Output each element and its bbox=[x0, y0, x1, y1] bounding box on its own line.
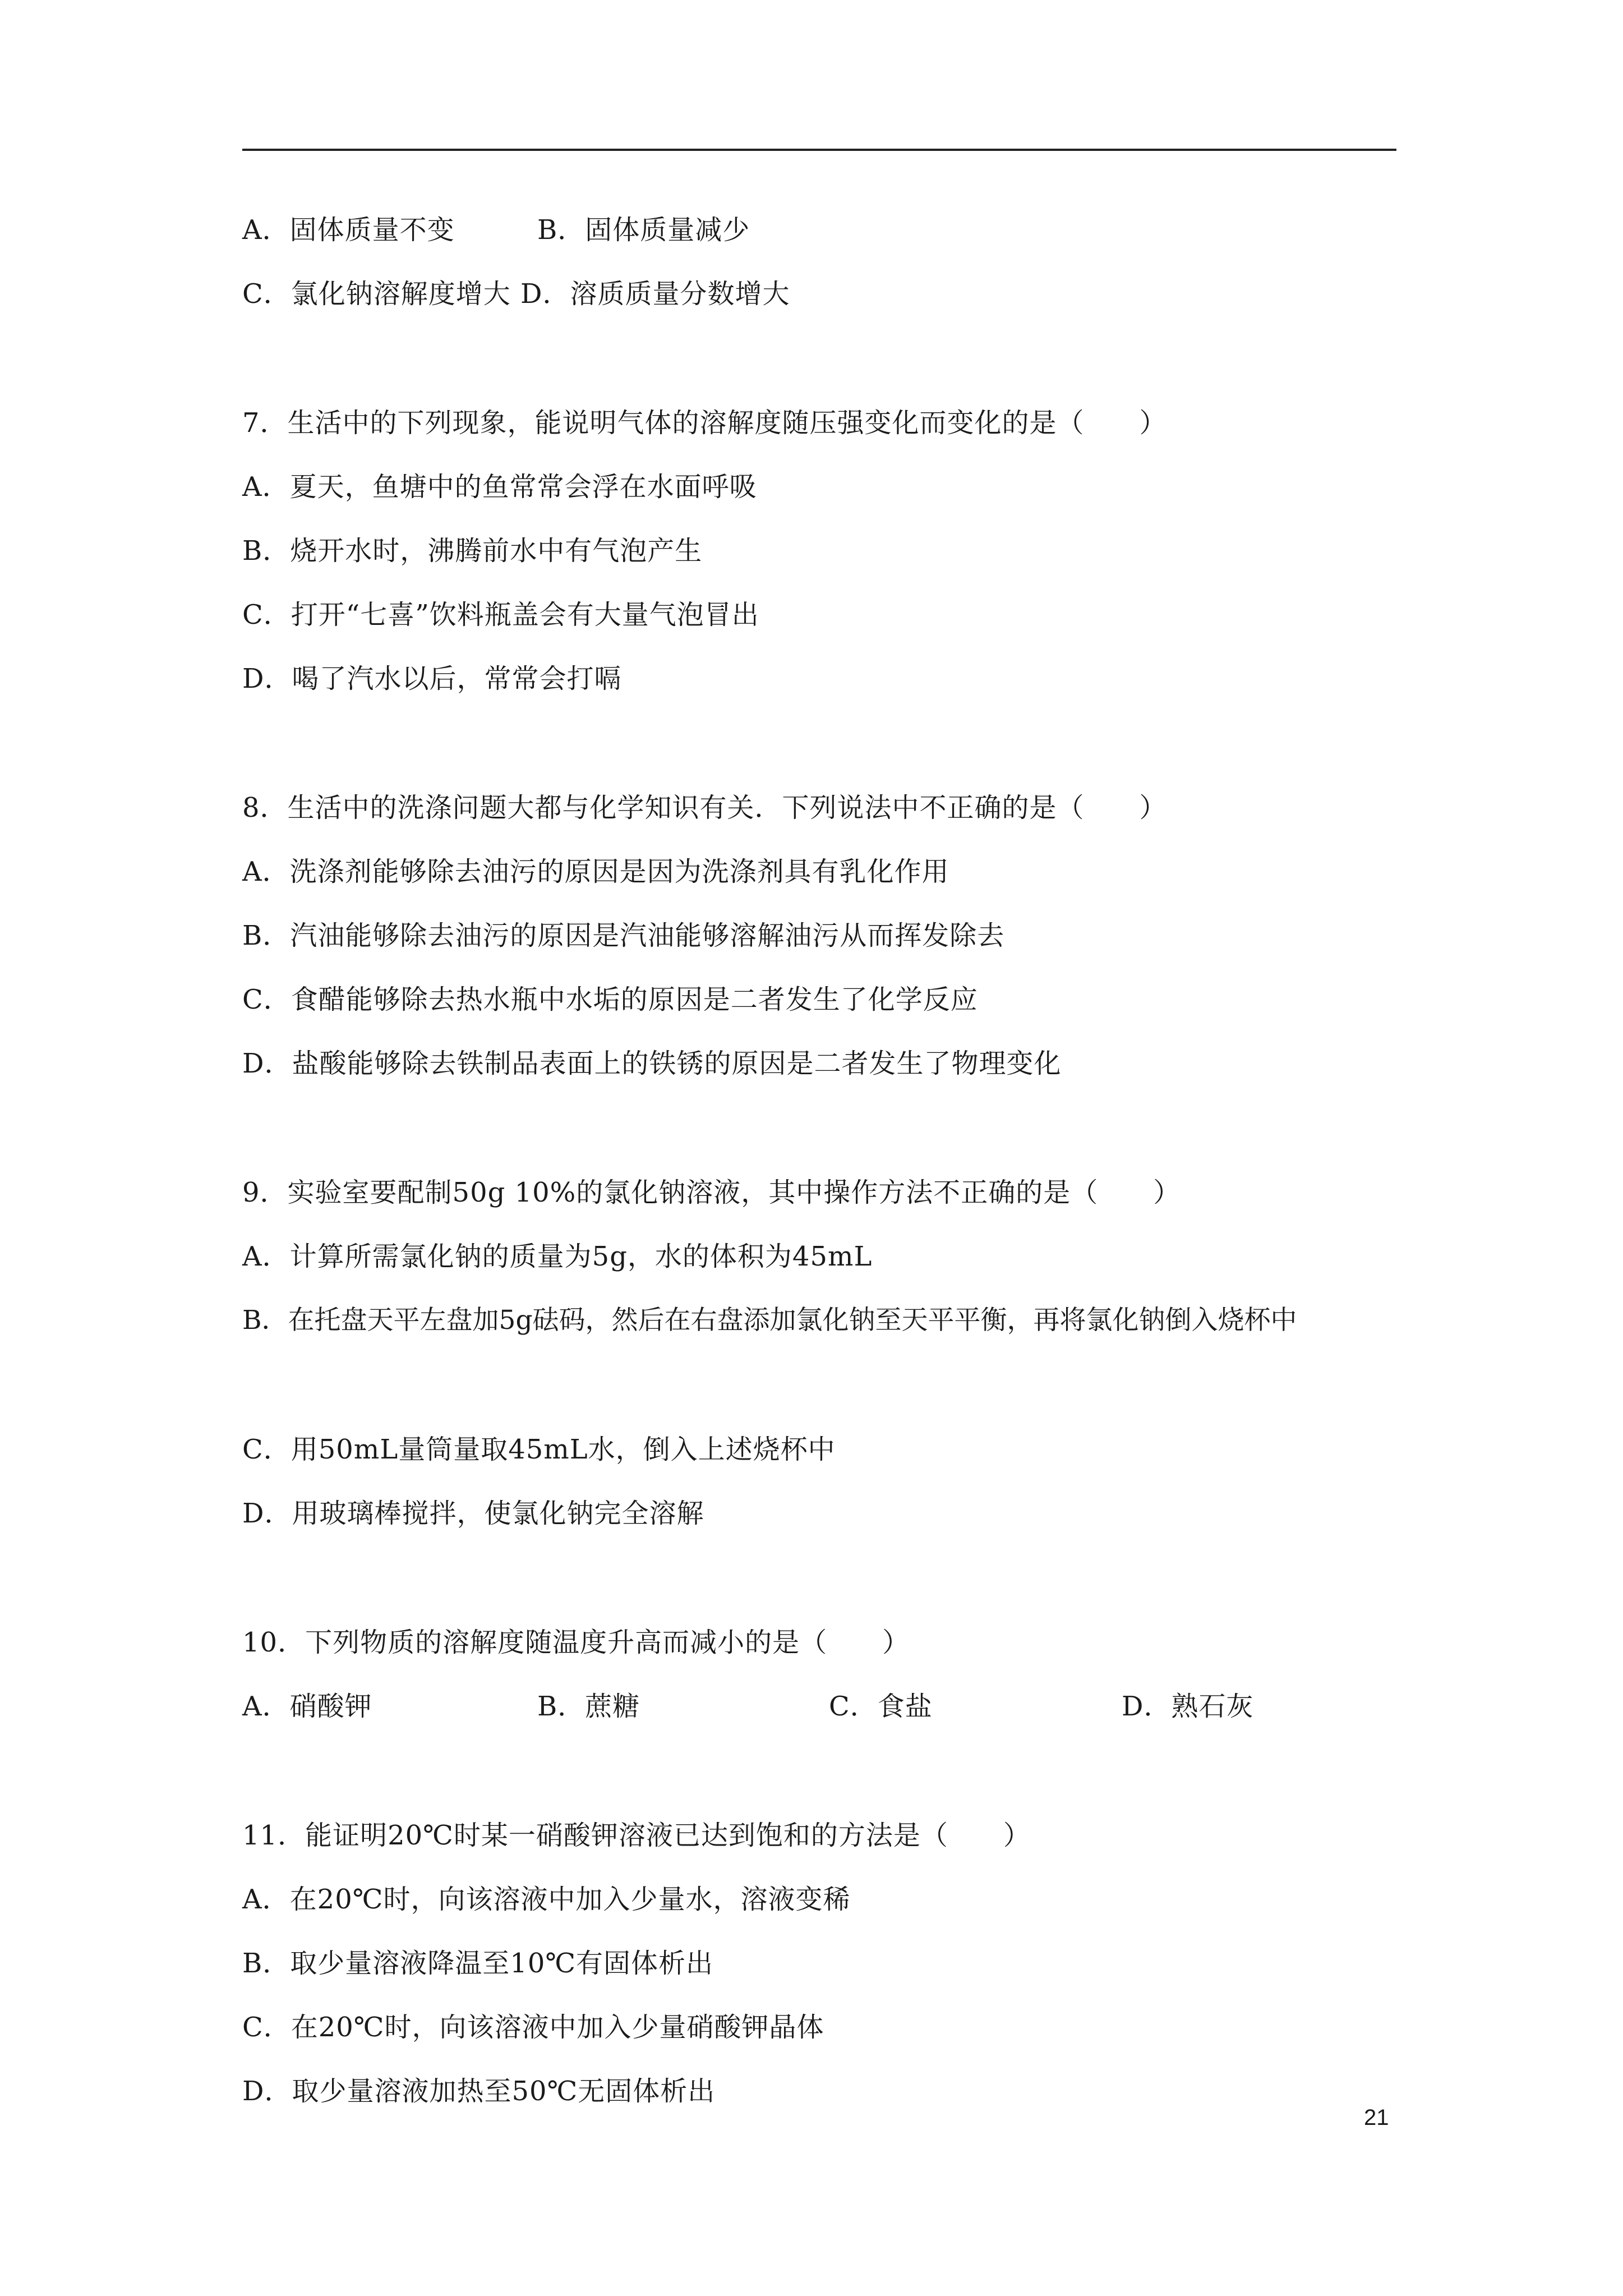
question-7-option-a: A．夏天，鱼塘中的鱼常常会浮在水面呼吸 bbox=[242, 471, 757, 503]
question-8-option-a: A．洗涤剂能够除去油污的原因是因为洗涤剂具有乳化作用 bbox=[242, 856, 949, 887]
option-d-prev: D．溶质质量分数增大 bbox=[520, 278, 790, 310]
question-8-option-c: C．食醋能够除去热水瓶中水垢的原因是二者发生了化学反应 bbox=[242, 984, 978, 1015]
question-10-option-b: B．蔗糖 bbox=[537, 1691, 640, 1722]
option-b-prev: B．固体质量减少 bbox=[537, 214, 750, 246]
question-8-stem: 8．生活中的洗涤问题大都与化学知识有关．下列说法中不正确的是（ ） bbox=[242, 792, 1167, 823]
question-10-option-c: C．食盐 bbox=[829, 1691, 933, 1722]
question-9-option-a: A．计算所需氯化钠的质量为5g，水的体积为45mL bbox=[242, 1241, 873, 1272]
question-10-stem: 10．下列物质的溶解度随温度升高而减小的是（ ） bbox=[242, 1627, 910, 1658]
question-8-option-d: D．盐酸能够除去铁制品表面上的铁锈的原因是二者发生了物理变化 bbox=[242, 1048, 1062, 1079]
question-10-option-a: A．硝酸钾 bbox=[242, 1691, 372, 1722]
question-9-stem: 9．实验室要配制50g 10%的氯化钠溶液，其中操作方法不正确的是（ ） bbox=[242, 1177, 1181, 1208]
header-rule bbox=[242, 149, 1396, 151]
question-7-stem: 7．生活中的下列现象，能说明气体的溶解度随压强变化而变化的是（ ） bbox=[242, 407, 1167, 439]
question-8-option-b: B．汽油能够除去油污的原因是汽油能够溶解油污从而挥发除去 bbox=[242, 920, 1005, 951]
question-11-option-d: D．取少量溶液加热至50℃无固体析出 bbox=[242, 2076, 716, 2107]
page-number: 21 bbox=[1364, 2105, 1389, 2130]
question-10-option-d: D．熟石灰 bbox=[1122, 1691, 1254, 1722]
question-11-option-a: A．在20℃时，向该溶液中加入少量水，溶液变稀 bbox=[242, 1884, 851, 1915]
question-11-stem: 11．能证明20℃时某一硝酸钾溶液已达到饱和的方法是（ ） bbox=[242, 1820, 1031, 1851]
question-7-option-c: C．打开“七喜”饮料瓶盖会有大量气泡冒出 bbox=[242, 599, 759, 631]
option-a-prev: A．固体质量不变 bbox=[242, 214, 455, 246]
question-7-option-d: D．喝了汽水以后，常常会打嗝 bbox=[242, 663, 622, 694]
question-9-option-c: C．用50mL量筒量取45mL水，倒入上述烧杯中 bbox=[242, 1434, 836, 1465]
question-9-option-d: D．用玻璃棒搅拌，使氯化钠完全溶解 bbox=[242, 1498, 704, 1529]
question-11-option-c: C．在20℃时，向该溶液中加入少量硝酸钾晶体 bbox=[242, 2012, 824, 2043]
question-7-option-b: B．烧开水时，沸腾前水中有气泡产生 bbox=[242, 535, 703, 567]
question-9-option-b: B．在托盘天平左盘加5g砝码，然后在右盘添加氯化钠至天平平衡，再将氯化钠倒入烧杯中 bbox=[242, 1305, 1297, 1336]
question-11-option-b: B．取少量溶液降温至10℃有固体析出 bbox=[242, 1948, 714, 1979]
option-c-prev: C．氯化钠溶解度增大 bbox=[242, 278, 511, 310]
